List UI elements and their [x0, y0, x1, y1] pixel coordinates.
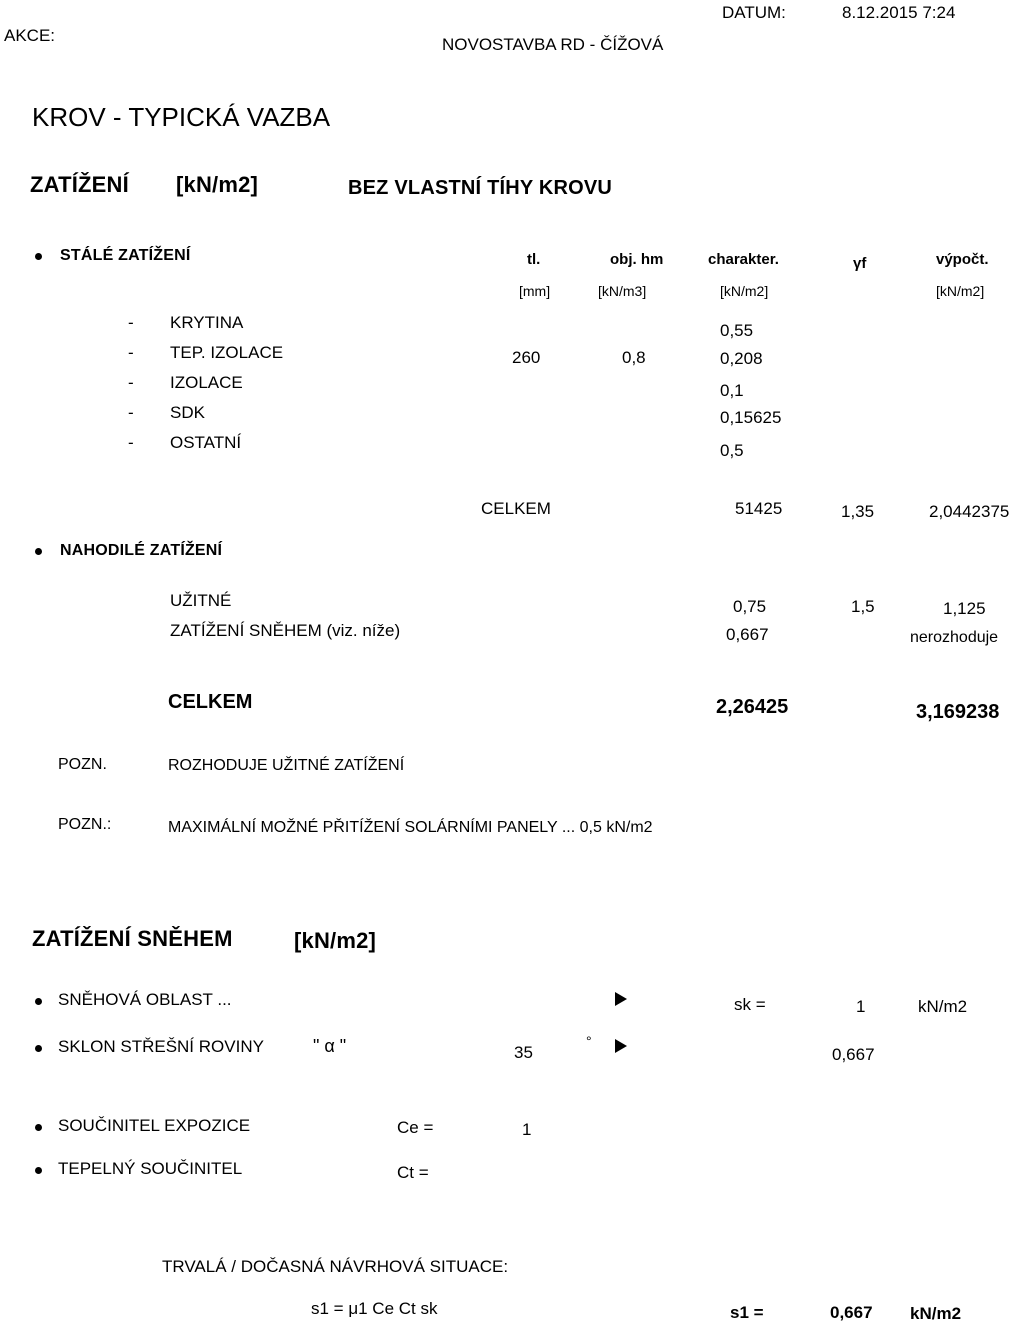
page-title: KROV - TYPICKÁ VAZBA: [32, 102, 331, 132]
row-name: KRYTINA: [170, 313, 244, 332]
row-char: 0,208: [720, 349, 763, 368]
row-dash: -: [128, 373, 134, 392]
col-unit-char: [kN/m2]: [720, 283, 769, 299]
grand-total-label: CELKEM: [168, 691, 253, 713]
bullet-icon: [35, 1124, 42, 1131]
row-dash: -: [128, 313, 134, 332]
load-heading-unit: [kN/m2]: [176, 172, 259, 197]
bullet-icon: [35, 253, 42, 260]
variable-row-name: ZATÍŽENÍ SNĚHEM (viz. níže): [170, 621, 401, 640]
row-name: TEP. IZOLACE: [170, 343, 284, 362]
snow-situation: TRVALÁ / DOČASNÁ NÁVRHOVÁ SITUACE:: [162, 1257, 509, 1276]
bullet-icon: [35, 1045, 42, 1052]
snow-sk-label: sk =: [734, 995, 766, 1014]
note-text: MAXIMÁLNÍ MOŽNÉ PŘITÍŽENÍ SOLÁRNÍMI PANELY ... 0,5 kN/m2: [168, 819, 653, 836]
row-name: OSTATNÍ: [170, 433, 242, 452]
variable-row-gf: 1,5: [851, 597, 875, 616]
load-heading-note: BEZ VLASTNÍ TÍHY KROVU: [348, 177, 613, 199]
variable-row-calc: nerozhoduje: [910, 629, 999, 646]
snow-ce-label: SOUČINITEL EXPOZICE: [58, 1116, 251, 1135]
snow-formula: s1 = μ1 Ce Ct sk: [311, 1299, 438, 1318]
col-unit-calc: [kN/m2]: [936, 283, 985, 299]
col-header-objhm: obj. hm: [610, 251, 664, 268]
snow-region-label: SNĚHOVÁ OBLAST ...: [58, 990, 232, 1009]
row-name: IZOLACE: [170, 373, 243, 392]
row-dash: -: [128, 433, 134, 452]
row-dash: -: [128, 403, 134, 422]
row-dash: -: [128, 343, 134, 362]
snow-alpha: " α ": [313, 1036, 347, 1056]
bullet-icon: [35, 548, 42, 555]
col-unit-objhm: [kN/m3]: [598, 283, 647, 299]
permanent-total-char: 51425: [735, 499, 783, 518]
note-label: POZN.: [58, 756, 107, 773]
permanent-total-calc: 2,0442375: [929, 502, 1010, 521]
snow-sk-value: 1: [856, 997, 866, 1016]
snow-slope-value: 35: [514, 1043, 533, 1062]
akce-label: AKCE:: [4, 26, 56, 45]
snow-s1-label: s1 =: [730, 1303, 764, 1322]
snow-heading: ZATÍŽENÍ SNĚHEM: [32, 926, 233, 951]
snow-s1-unit: kN/m2: [910, 1304, 962, 1323]
snow-sk-unit: kN/m2: [918, 997, 968, 1016]
row-name: SDK: [170, 403, 205, 422]
note-label: POZN.:: [58, 816, 112, 833]
col-header-calc: výpočt.: [936, 251, 989, 268]
variable-heading: NAHODILÉ ZATÍŽENÍ: [60, 542, 223, 559]
row-tl: 260: [512, 348, 541, 367]
snow-ct-label: TEPELNÝ SOUČINITEL: [58, 1159, 243, 1178]
snow-slope-label: SKLON STŘEŠNÍ ROVINY: [58, 1037, 264, 1056]
snow-mu-value: 0,667: [832, 1045, 875, 1064]
load-heading-label: ZATÍŽENÍ: [30, 172, 129, 197]
row-char: 0,15625: [720, 408, 782, 427]
row-objhm: 0,8: [622, 348, 646, 367]
grand-total-char: 2,26425: [716, 696, 789, 718]
col-header-char: charakter.: [708, 251, 779, 268]
variable-row-calc: 1,125: [943, 599, 986, 618]
col-header-gf: γf: [853, 255, 867, 272]
bullet-icon: [35, 1167, 42, 1174]
snow-ce-symbol: Ce =: [397, 1118, 434, 1137]
snow-s1-value: 0,667: [830, 1303, 873, 1322]
col-unit-tl: [mm]: [519, 283, 551, 299]
note-text: ROZHODUJE UŽITNÉ ZATÍŽENÍ: [168, 757, 405, 774]
permanent-total-gf: 1,35: [841, 502, 875, 521]
bullet-icon: [35, 998, 42, 1005]
datum-label: DATUM:: [722, 3, 786, 22]
grand-total-calc: 3,169238: [916, 701, 1000, 723]
permanent-total-label: CELKEM: [481, 499, 551, 518]
arrow-right-icon: [615, 992, 627, 1006]
datum-value: 8.12.2015 7:24: [842, 3, 956, 22]
snow-degree: °: [586, 1033, 592, 1049]
variable-row-char: 0,75: [733, 597, 767, 616]
permanent-heading: STÁLÉ ZATÍŽENÍ: [60, 247, 191, 264]
snow-heading-unit: [kN/m2]: [294, 928, 377, 953]
row-char: 0,1: [720, 381, 744, 400]
snow-ct-symbol: Ct =: [397, 1163, 429, 1182]
row-char: 0,55: [720, 321, 754, 340]
variable-row-name: UŽITNÉ: [170, 591, 232, 610]
snow-ce-value: 1: [522, 1120, 532, 1139]
col-header-tl: tl.: [527, 251, 541, 268]
arrow-right-icon: [615, 1039, 627, 1053]
row-char: 0,5: [720, 441, 744, 460]
project-name: NOVOSTAVBA RD - ČÍŽOVÁ: [442, 35, 664, 54]
variable-row-char: 0,667: [726, 625, 769, 644]
